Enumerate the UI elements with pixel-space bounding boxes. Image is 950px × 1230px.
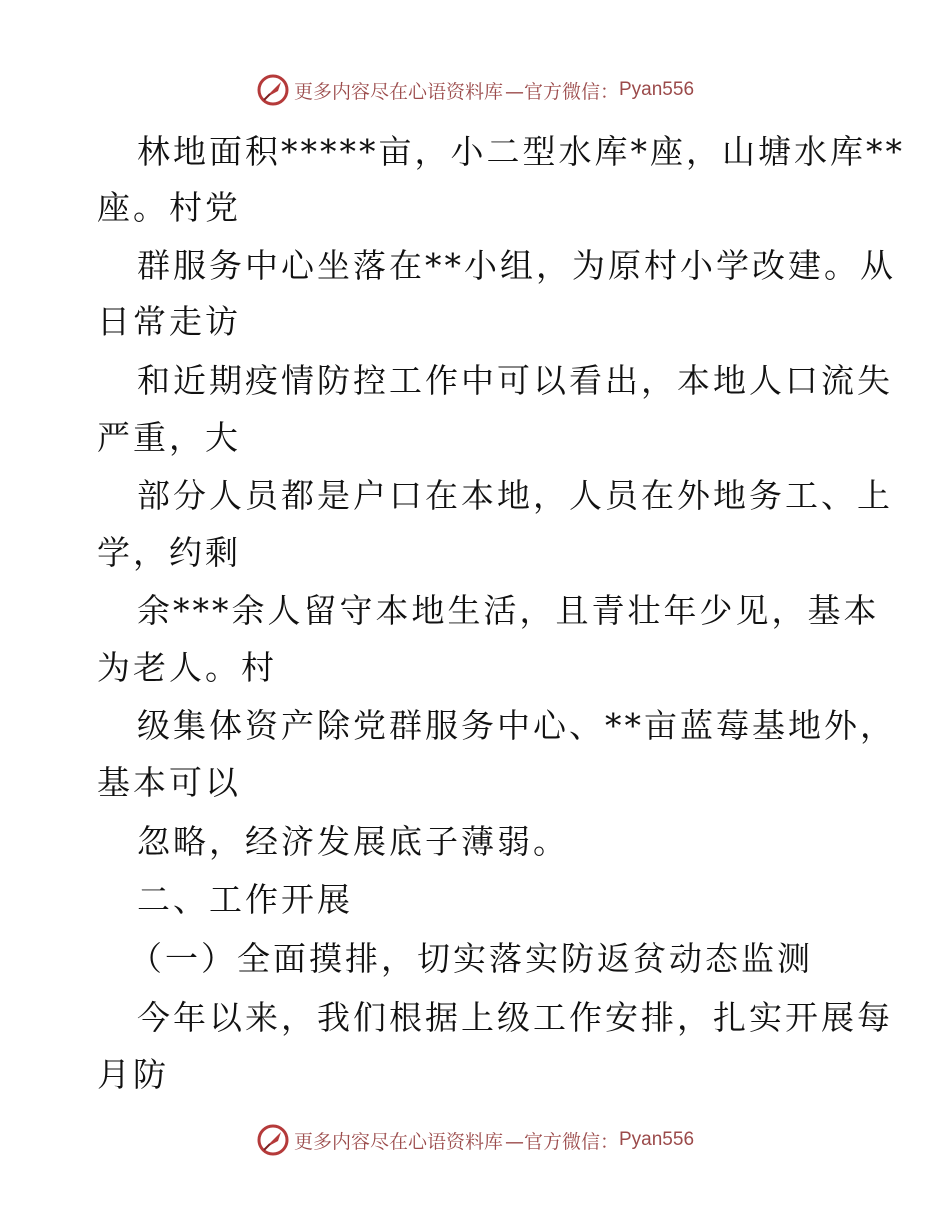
subsection-heading: （一）全面摸排，切实落实防返贫动态监测 — [129, 939, 813, 978]
paragraph-line: 今年以来，我们根据上级工作安排，扎实开展每 — [137, 998, 893, 1037]
quill-seal-icon — [256, 1123, 290, 1157]
banner-separator: —官方微信： — [504, 1130, 619, 1153]
paragraph-line: 学，约剩 — [97, 533, 241, 572]
banner-wechat-id: Pyan556 — [619, 79, 695, 100]
paragraph-line: 和近期疫情防控工作中可以看出，本地人口流失 — [137, 361, 893, 400]
paragraph-line: 基本可以 — [97, 763, 241, 802]
banner-text: 更多内容尽在心语资料库 — [293, 80, 503, 103]
paragraph-line: 月防 — [97, 1055, 169, 1094]
banner-text: 更多内容尽在心语资料库 — [293, 1130, 503, 1153]
paragraph-line: 严重，大 — [97, 418, 241, 457]
section-heading: 二、工作开展 — [137, 880, 353, 919]
banner-separator: —官方微信： — [504, 80, 619, 103]
footer-watermark-banner — [0, 1120, 950, 1160]
paragraph-line: 日常走访 — [97, 302, 241, 341]
paragraph-line: 忽略，经济发展底子薄弱。 — [137, 822, 569, 861]
paragraph-line: 群服务中心坐落在**小组，为原村小学改建。从 — [137, 246, 896, 285]
paragraph-line: 为老人。村 — [97, 648, 277, 687]
banner-wechat-id: Pyan556 — [619, 1129, 695, 1150]
paragraph-line: 座。村党 — [97, 188, 241, 227]
paragraph-line: 部分人员都是户口在本地，人员在外地务工、上 — [137, 476, 893, 515]
paragraph-line: 余***余人留守本地生活，且青壮年少见，基本 — [137, 591, 880, 630]
paragraph-line: 林地面积*****亩，小二型水库*座，山塘水库** — [137, 132, 905, 171]
paragraph-line: 级集体资产除党群服务中心、**亩蓝莓基地外， — [137, 706, 896, 745]
